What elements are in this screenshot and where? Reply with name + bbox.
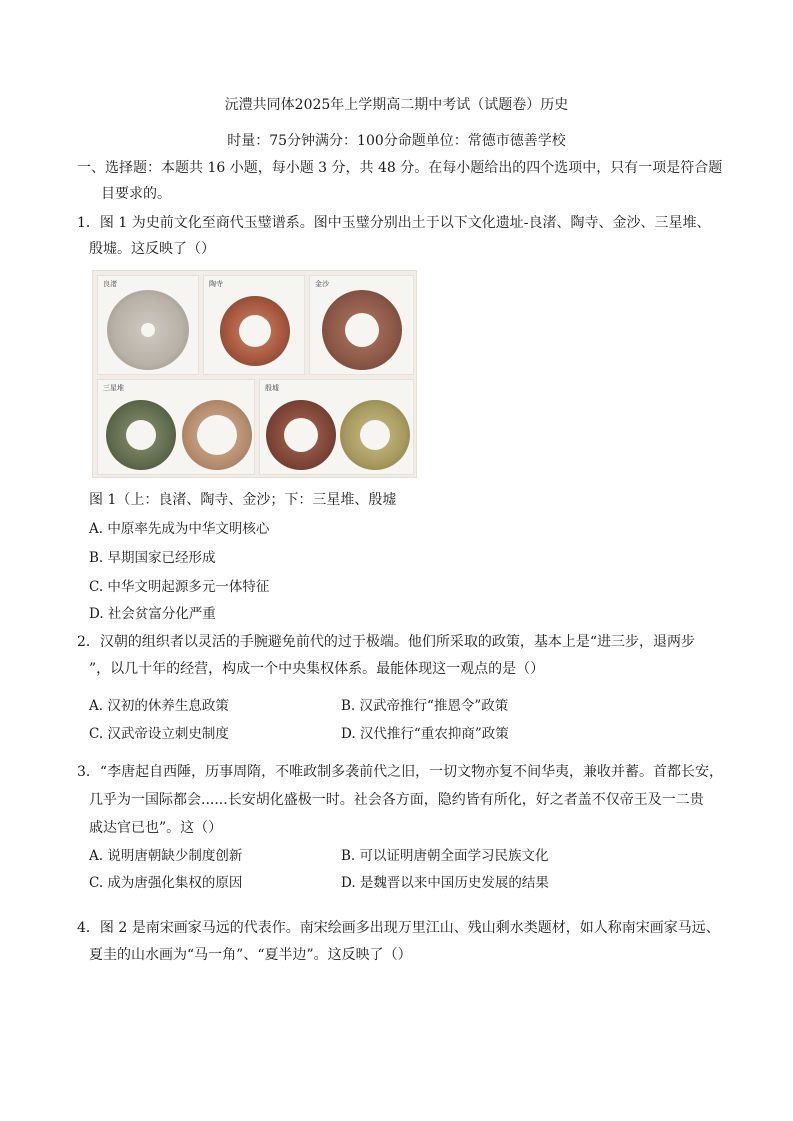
panel-jinsha <box>309 275 414 375</box>
disc-hole <box>345 313 379 347</box>
q1-option-c[interactable]: C. 中华文明起源多元一体特征 <box>89 579 270 595</box>
disc-hole <box>197 415 237 455</box>
q3-option-d[interactable]: D. 是魏晋以来中国历史发展的结果 <box>341 875 549 891</box>
panel-yinxu <box>259 379 414 475</box>
section-instructions-cont: 目要求的。 <box>101 186 171 202</box>
q2-option-b[interactable]: B. 汉武帝推行“推恩令”政策 <box>341 698 509 714</box>
disc-hole <box>360 420 390 450</box>
q1-stem: 1．图 1 为史前文化至商代玉璧谱系。图中玉璧分别出土于以下文化遗址-良渚、陶寺、金沙、三星堆、 <box>77 215 711 231</box>
jade-disc <box>266 400 336 470</box>
disc-hole <box>239 315 271 347</box>
q2-option-a[interactable]: A. 汉初的休养生息政策 <box>89 698 229 714</box>
panel-label: 良渚 <box>103 280 117 288</box>
q4-stem-cont: 夏圭的山水画为“马一角”、“夏半边”。这反映了（） <box>89 947 412 963</box>
jade-disc <box>106 400 176 470</box>
q2-stem-cont: ”，以几十年的经营，构成一个中央集权体系。最能体现这一观点的是（） <box>89 661 545 677</box>
q1-option-a[interactable]: A. 中原率先成为中华文明核心 <box>89 521 270 537</box>
q3-option-c[interactable]: C. 成为唐强化集权的原因 <box>89 875 243 891</box>
jade-disc <box>107 290 189 370</box>
exam-title: 沅澧共同体2025年上学期高二期中考试（试题卷）历史 <box>224 97 569 113</box>
q3-option-a[interactable]: A. 说明唐朝缺少制度创新 <box>89 848 243 864</box>
panel-taosi <box>203 275 305 375</box>
panel-label: 金沙 <box>315 280 329 288</box>
q1-stem-cont: 殷墟。这反映了（） <box>89 241 215 257</box>
jade-disc <box>322 290 402 370</box>
panel-sanxingdui <box>97 379 255 475</box>
panel-liangzhu <box>97 275 199 375</box>
q3-stem-cont: 几乎为一国际都会......长安胡化盛极一时。社会各方面，隐约皆有所化，好之者盖不仅帝王及一二贵 <box>89 792 704 808</box>
q4-stem: 4．图 2 是南宋画家马远的代表作。南宋绘画多出现万里江山、残山剩水类题材，如人称南宋画家马远、 <box>77 920 720 936</box>
q2-option-c[interactable]: C. 汉武帝设立刺史制度 <box>89 726 229 742</box>
disc-hole <box>141 323 155 337</box>
q3-stem: 3．“李唐起自西陲，历事周隋，不唯政制多袭前代之旧，一切文物亦复不间华夷，兼收并蓄。首都长安， <box>77 764 724 780</box>
panel-label: 殷墟 <box>265 384 279 392</box>
q3-stem-cont2: 戚达官已也”。这（） <box>89 820 223 836</box>
jade-disc <box>340 400 410 470</box>
jade-bi-figure <box>92 270 417 478</box>
q1-option-d[interactable]: D. 社会贫富分化严重 <box>89 606 216 622</box>
q2-option-d[interactable]: D. 汉代推行“重农抑商”政策 <box>341 726 509 742</box>
exam-meta: 时量：75分钟满分：100分命题单位：常德市德善学校 <box>227 133 566 149</box>
q3-option-b[interactable]: B. 可以证明唐朝全面学习民族文化 <box>341 848 549 864</box>
figure-caption: 图 1（上：良渚、陶寺、金沙；下：三星堆、殷墟 <box>89 492 397 508</box>
disc-hole <box>284 418 318 452</box>
panel-label: 三星堆 <box>103 384 124 392</box>
section-instructions: 一、选择题：本题共 16 小题，每小题 3 分，共 48 分。在每小题给出的四个选项中，只有一项是符合题 <box>77 160 723 176</box>
jade-disc <box>220 296 290 366</box>
panel-label: 陶寺 <box>209 280 223 288</box>
q1-option-b[interactable]: B. 早期国家已经形成 <box>89 550 216 566</box>
disc-hole <box>126 420 156 450</box>
q2-stem: 2．汉朝的组织者以灵活的手腕避免前代的过于极端。他们所采取的政策，基本上是“进三步，退两步 <box>77 634 696 650</box>
jade-disc <box>182 400 252 470</box>
